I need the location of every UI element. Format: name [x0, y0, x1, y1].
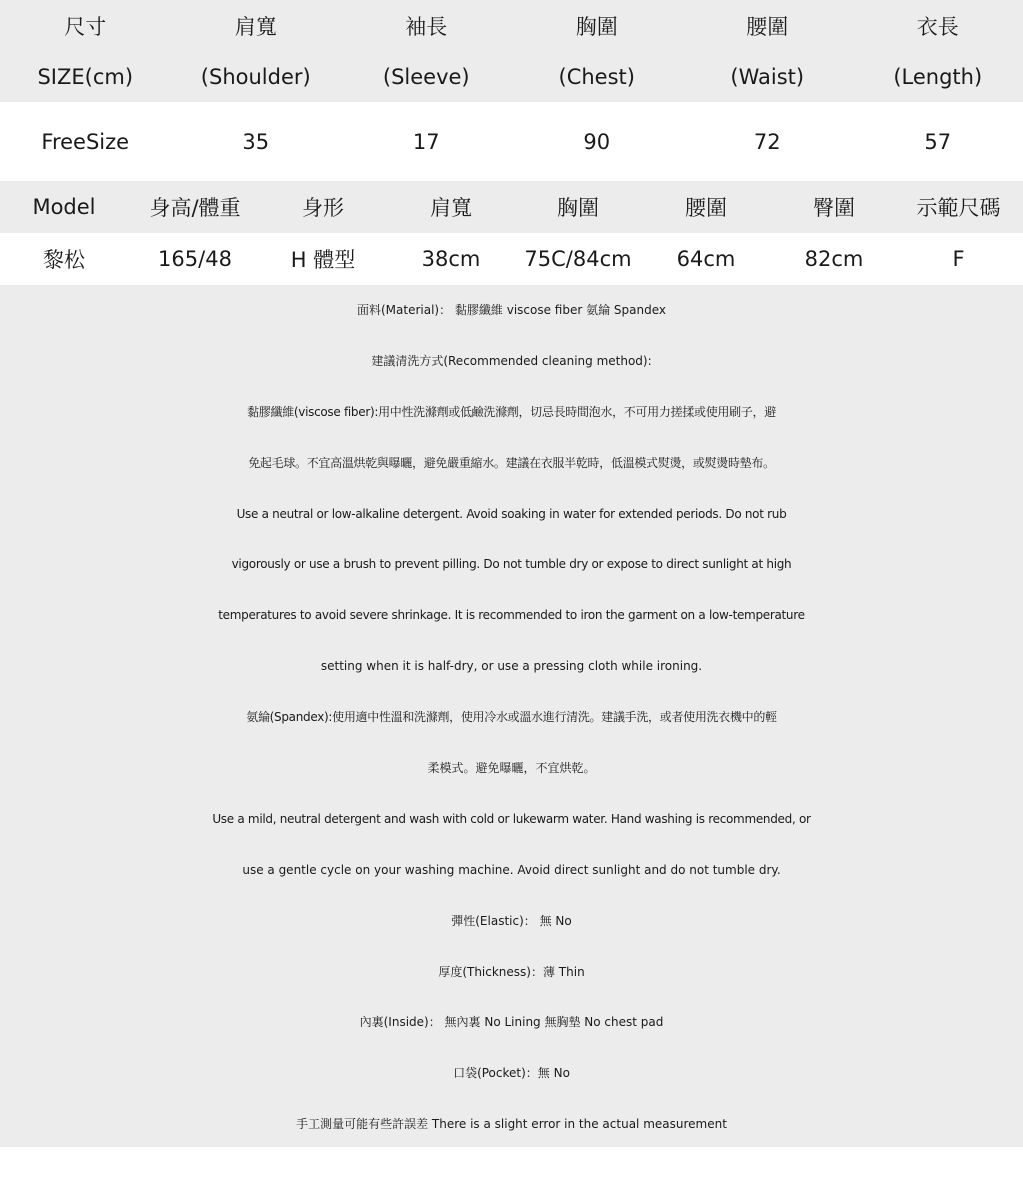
cleaning-title: 建議清洗方式(Recommended cleaning method):: [0, 336, 1023, 387]
size-header-en: (Shoulder): [171, 65, 342, 89]
thickness-line: 厚度(Thickness)：薄 Thin: [0, 947, 1023, 998]
model-cell: 75C/84cm: [518, 247, 638, 271]
viscose-care-en-line: setting when it is half-dry, or use a pressing cloth while ironing.: [0, 641, 1023, 692]
size-cell: 35: [171, 130, 342, 154]
viscose-care-en-line: temperatures to avoid severe shrinkage. It is recommended to iron the garment on a low-temperature: [0, 590, 1023, 641]
spandex-care-zh-line: 氨綸(Spandex):使用適中性溫和洗滌劑，使用冷水或溫水進行清洗。建議手洗，或者使用洗衣機中的輕: [0, 692, 1023, 743]
size-table-header: [0, 0, 1023, 102]
size-header-en: (Waist): [682, 65, 853, 89]
size-header-en: (Chest): [512, 65, 683, 89]
model-table: [0, 181, 1023, 285]
size-table-row: [0, 102, 1023, 181]
size-header-en: SIZE(cm): [0, 65, 171, 89]
model-cell: 黎松: [0, 244, 128, 274]
viscose-care-en-line: Use a neutral or low-alkaline detergent. Avoid soaking in water for extended periods. Do not rub: [0, 489, 1023, 540]
viscose-care-zh-line: 免起毛球。不宜高溫烘乾與曝曬，避免嚴重縮水。建議在衣服半乾時，低溫模式熨燙，或熨燙時墊布。: [0, 438, 1023, 489]
size-header-zh: 尺寸: [0, 11, 171, 41]
spandex-care-en-line: use a gentle cycle on your washing machine. Avoid direct sunlight and do not tumble dry.: [0, 845, 1023, 896]
size-cell: 72: [682, 130, 853, 154]
size-header-zh: 衣長: [853, 11, 1023, 41]
product-info-section: [0, 285, 1023, 1147]
model-cell: 165/48: [128, 247, 262, 271]
size-cell: 90: [512, 130, 683, 154]
model-header-cell: 身形: [262, 192, 384, 222]
size-cell: 57: [853, 130, 1023, 154]
model-cell: H 體型: [262, 244, 384, 274]
size-header-zh: 腰圍: [682, 11, 853, 41]
size-header-zh: 袖長: [341, 11, 512, 41]
model-header-cell: 身高/體重: [128, 192, 262, 222]
model-cell: F: [894, 247, 1023, 271]
viscose-care-zh-line: 黏膠纖維(viscose fiber):用中性洗滌劑或低鹼洗滌劑，切忌長時間泡水，不可用力搓揉或使用刷子，避: [0, 387, 1023, 438]
size-cell: 17: [341, 130, 512, 154]
size-header-zh: 肩寬: [171, 11, 342, 41]
model-header-cell: 示範尺碼: [894, 192, 1023, 222]
model-table-row: [0, 233, 1023, 285]
bottom-spacer: [0, 1147, 1023, 1199]
size-header-en-row: [0, 51, 1023, 102]
spandex-care-zh-line: 柔模式。避免曝曬，不宜烘乾。: [0, 743, 1023, 794]
model-header-cell: Model: [0, 195, 128, 219]
spandex-care-en-line: Use a mild, neutral detergent and wash with cold or lukewarm water. Hand washing is recommended, or: [0, 794, 1023, 845]
model-header-cell: 腰圍: [638, 192, 774, 222]
size-cell: FreeSize: [0, 130, 171, 154]
model-header-cell: 臀圍: [774, 192, 894, 222]
model-cell: 64cm: [638, 247, 774, 271]
size-header-en: (Sleeve): [341, 65, 512, 89]
size-header-zh-row: [0, 0, 1023, 51]
size-header-zh: 胸圍: [512, 11, 683, 41]
elastic-line: 彈性(Elastic)： 無 No: [0, 896, 1023, 947]
model-cell: 38cm: [384, 247, 518, 271]
viscose-care-en-line: vigorously or use a brush to prevent pilling. Do not tumble dry or expose to direct sunlight at high: [0, 539, 1023, 590]
size-header-en: (Length): [853, 65, 1023, 89]
measurement-note: 手工測量可能有些許誤差 There is a slight error in the actual measurement: [0, 1099, 1023, 1150]
model-table-header: [0, 181, 1023, 233]
model-header-cell: 肩寬: [384, 192, 518, 222]
model-header-cell: 胸圍: [518, 192, 638, 222]
material-line: 面料(Material)： 黏膠纖維 viscose fiber 氨綸 Spandex: [0, 285, 1023, 336]
inside-line: 內裏(Inside)： 無內裏 No Lining 無胸墊 No chest pad: [0, 997, 1023, 1048]
pocket-line: 口袋(Pocket)：無 No: [0, 1048, 1023, 1099]
model-cell: 82cm: [774, 247, 894, 271]
size-table: [0, 0, 1023, 181]
